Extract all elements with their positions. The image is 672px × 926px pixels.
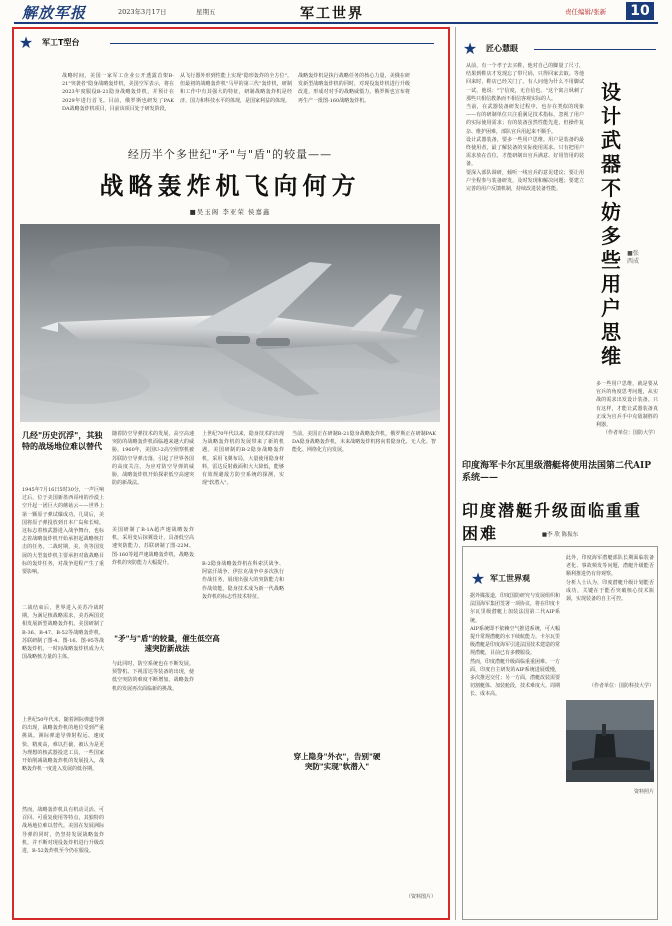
news-paragraph: 据外媒报道，印度国防研究与发展组织和法国海军集团签署一项协议，将在印度卡尔瓦里级潜艇上加装法国第二代AIP系统。 xyxy=(470,593,561,624)
section-divider xyxy=(534,49,656,50)
issue-date: 2023年3月17日 xyxy=(118,8,167,16)
news-text xyxy=(566,554,654,678)
newspaper-logo: 解放军报 xyxy=(22,4,87,22)
body-column: B-2隐身战略轰炸机在科索沃战争、阿富汗战争、伊拉克战争中多次执行作战任务，展现出强大的突防能力和作战效能。隐身技术成为新一代战略轰炸机的标志性技术特征。 xyxy=(202,561,284,600)
responsible-editor: 责任编辑/张新 xyxy=(565,8,607,16)
news-paragraph: AIP系统即不依赖空气推进系统，可大幅提升常规潜艇的水下续航能力。卡尔瓦里级潜艇是印度海军引进法国技术建造的常规潜艇，目前已有多艘服役。 xyxy=(470,625,561,657)
bomber-photo xyxy=(20,224,440,422)
photo-credit: 资料照片 xyxy=(633,789,654,795)
sidebar-head-box xyxy=(22,430,106,480)
body-column: 与此同时，防空系统也在不断发展。预警机、下视雷达等装备的出现，使低空突防的难度不断增加。战略轰炸机的发展再次面临新的挑战。 xyxy=(112,661,194,692)
body-column: 1945年7月16日5时30分，一声巨响过后，位于美国新墨西哥州的沙漠上空升起一团巨大的蘑菇云——世界上第一颗原子弹试爆成功。几周后，美国将原子弹投放到日本广岛和长崎。这标志着核武器进入战争舞台，也标志着战略轰炸机开始承担起战略核打击的任务。二战时期，美、英等国发展的大型轰炸机主要承担对敌战略目标的轰炸任务，对战争进程产生了重要影响。 xyxy=(22,487,104,576)
issue-weekday: 星期五 xyxy=(196,8,216,16)
news-section-label: 军工世界观 xyxy=(490,574,530,583)
opinion-source: （作者单位：国防大学） xyxy=(602,430,658,437)
news-kicker: 印度海军卡尔瓦里级潜艇将使用法国第二代AIP系统—— xyxy=(462,461,651,483)
opinion-paragraph: 要深入部队调研，倾听一线官兵的意见建议；要让用户全程参与装备研发，及时发现和解决问题；要建立完善的用户反馈机制，持续改进装备性能。 xyxy=(466,169,584,193)
editor-note-col: 战略时间，美国一家军工企业公开透露首架B-21"突袭者"隐身战略轰炸机，美国空军表示，将在2023年度服役B-21隐身战略轰炸机，并预计在2029年进行首飞。目前，俄罗斯也研发了PAK DA战略轰炸机项目，目前该项目处于研发阶段， xyxy=(62,73,174,112)
star-badge-icon: ★ xyxy=(462,39,478,58)
body-column: 当前，美国正在研制B-21隐身战略轰炸机，俄罗斯正在研制PAK DA隐身战略轰炸机，未来战略轰炸机将向着隐身化、无人化、智能化、网络化方向发展。 xyxy=(292,431,436,454)
feature-section-bar xyxy=(14,34,434,52)
news-source: （作者单位：国防科技大学） xyxy=(588,683,654,689)
opinion-paragraph: 当前，在武器装备研发过程中，也存在类似的现象——有的研制单位只注重满足技术指标，忽视了用户的实际使用需求；有的装备虽然性能先进，但操作复杂、维护困难，部队官兵用起来不顺手。 xyxy=(466,104,584,135)
opinion-title: 设计武器不妨多些用户思维 xyxy=(601,80,621,368)
news-paragraph: 此外，印度海军潜艇部队长期面临装备老化、事故频发等问题，潜艇升级能否顺利推进仍有待观察。 xyxy=(566,555,654,578)
byline: ■吴玉阁 李亚荣 侯嘉鑫 xyxy=(189,208,271,216)
section-title: 军工世界 xyxy=(300,6,364,22)
subhead: "矛"与"盾"的较量，催生低空高速突防新战法 xyxy=(114,634,220,653)
star-badge-icon: ★ xyxy=(470,569,486,588)
headline-kicker: 经历半个多世纪"矛"与"盾"的较量—— xyxy=(127,148,333,161)
feature-section-label: 军工T型台 xyxy=(42,38,80,47)
news-byline: ■李 欣 陈振东 xyxy=(541,532,579,538)
masthead xyxy=(0,0,672,24)
body-column: 美国研制了B-1A超声速战略轰炸机，采用变后掠翼设计，具备低空高速突防能力，苏联研制了图-22M、图-160等超声速战略轰炸机，战略轰炸机的突防能力大幅提升。 xyxy=(112,527,194,566)
opinion-text xyxy=(466,62,584,454)
body-column: 上世纪70年代以来，隐身技术的出现为战略轰炸机的发展带来了新的机遇。美国研制的B-2隐身战略轰炸机，采用飞翼布局，大量使用隐身材料，雷达反射截面积大大降低，能够有效规避敌方防空系统的探测，实现"软潜入"。 xyxy=(202,431,284,487)
headline: 战略轰炸机飞向何方 xyxy=(99,172,361,200)
body-column: 随着防空导弹技术的发展，高空高速突防的战略轰炸机面临越来越大的威胁。1960年，美国U-2高空侦察机被苏联防空导弹击落，引起了世界各国的高度关注。为应对防空导弹的威胁，战略轰炸机开始探索低空高速突防的新战法。 xyxy=(112,431,194,487)
sidebar-head: 几经"历史沉浮"，其独特的战场地位难以替代 xyxy=(22,430,103,451)
editor-note-col: 从飞行器外形到性能上实现"隐形轰炸的全方位"。但最初的战略轰炸机"马甲的第三代"轰炸机，研制和工作中有其强大的特征，研制战略轰炸机是经济、国力和科技水平的体现，是国家利益的体现。 xyxy=(180,73,292,104)
body-column: 然而，战略轰炸机具有机动灵活、可召回、可重复使用等特点，其独特的战场地位难以替代。美国在发展洲际导弹的同时，仍坚持发展战略轰炸机，并不断对现役轰炸机进行升级改进，B-52轰炸机至今仍在服役。 xyxy=(22,807,104,855)
editor-note xyxy=(62,72,412,136)
news-paragraph: 然而，印度潜艇升级面临重重困难。一方面，印度自主研发的AIP系统进展缓慢，多次推迟交付；另一方面，潜艇改装需要切割艇体、加装舱段，技术难度大、周期长、成本高。 xyxy=(470,658,561,698)
news-paragraph: 分析人士认为，印度潜艇升级计划能否成功，关键在于能否突破核心技术瓶颈，实现装备的自主可控。 xyxy=(566,579,654,603)
submarine-photo xyxy=(566,700,654,782)
submarine-image xyxy=(566,700,654,782)
opinion-author: ■张西成 xyxy=(626,250,639,265)
section-divider xyxy=(110,43,434,44)
masthead-rule xyxy=(14,22,658,24)
column-rule xyxy=(455,27,456,920)
editor-note-col: 战略轰炸机是执行战略任务的核心力量，美俄在研发新型战略轰炸机的同时，对现役轰炸机进行升级改进，形成对对手的战略威慑力，俄罗斯也宣布将再生产一批图-160战略轰炸机。 xyxy=(298,73,410,104)
subhead: 穿上隐身"外衣"，告别"硬突防"实现"软潜入" xyxy=(293,752,381,771)
body-column: 上世纪50年代末，随着洲际弹道导弹的出现，战略轰炸机的地位受到严重挑战。洲际弹道导弹射程远、速度快、精度高，难以拦截，被认为是更为理想的核武器投送工具。一些国家开始削减战略轰炸机的发展投入，战略轰炸机一度进入发展的低谷期。 xyxy=(22,717,104,773)
star-badge-icon: ★ xyxy=(18,33,34,52)
page-number: 10 xyxy=(626,2,654,20)
opinion-paragraph: 设计武器装备，要多一些用户思维。用户是装备的最终使用者，最了解装备的实际使用需求。只有把用户需求放在首位，才能研制出官兵满意、好用管用的装备。 xyxy=(466,136,584,168)
news-text xyxy=(470,592,560,914)
opinion-section-label: 匠心慧眼 xyxy=(486,44,518,53)
bomber-aircraft-image xyxy=(20,224,440,422)
photo-credit: （资料图片） xyxy=(405,894,436,900)
news-title: 印度潜艇升级面临重重困难 xyxy=(462,501,643,543)
opinion-paragraph: 从前，有一个孝子去买鞋，他对自己的脚量了尺寸，结果到鞋店才发现忘了带尺码，只得回家去取。等他回来时，鞋店已经关门了。有人问他为什么不用脚试一试，他说："宁信度，无自信也。"这个寓言讽刺了那些只相信教条而不相信客观实际的人。 xyxy=(466,63,584,102)
body-column: 二战结束后，世界进入美苏冷战时期。为满足核战略需求，美苏两国竞相发展新型战略轰炸机。美国研制了B-36、B-47、B-52等战略轰炸机，苏联研制了图-4、图-16、图-95等战略轰炸机，一时间战略轰炸机成为大国战略核力量的主体。 xyxy=(22,605,104,661)
opinion-paragraph: 多一些用户思维，就是要从官兵的角度思考问题，从实战的需求出发设计装备。只有这样，才能让武器装备真正成为官兵手中克敌制胜的利器。 xyxy=(596,381,658,429)
opinion-text xyxy=(596,380,658,454)
